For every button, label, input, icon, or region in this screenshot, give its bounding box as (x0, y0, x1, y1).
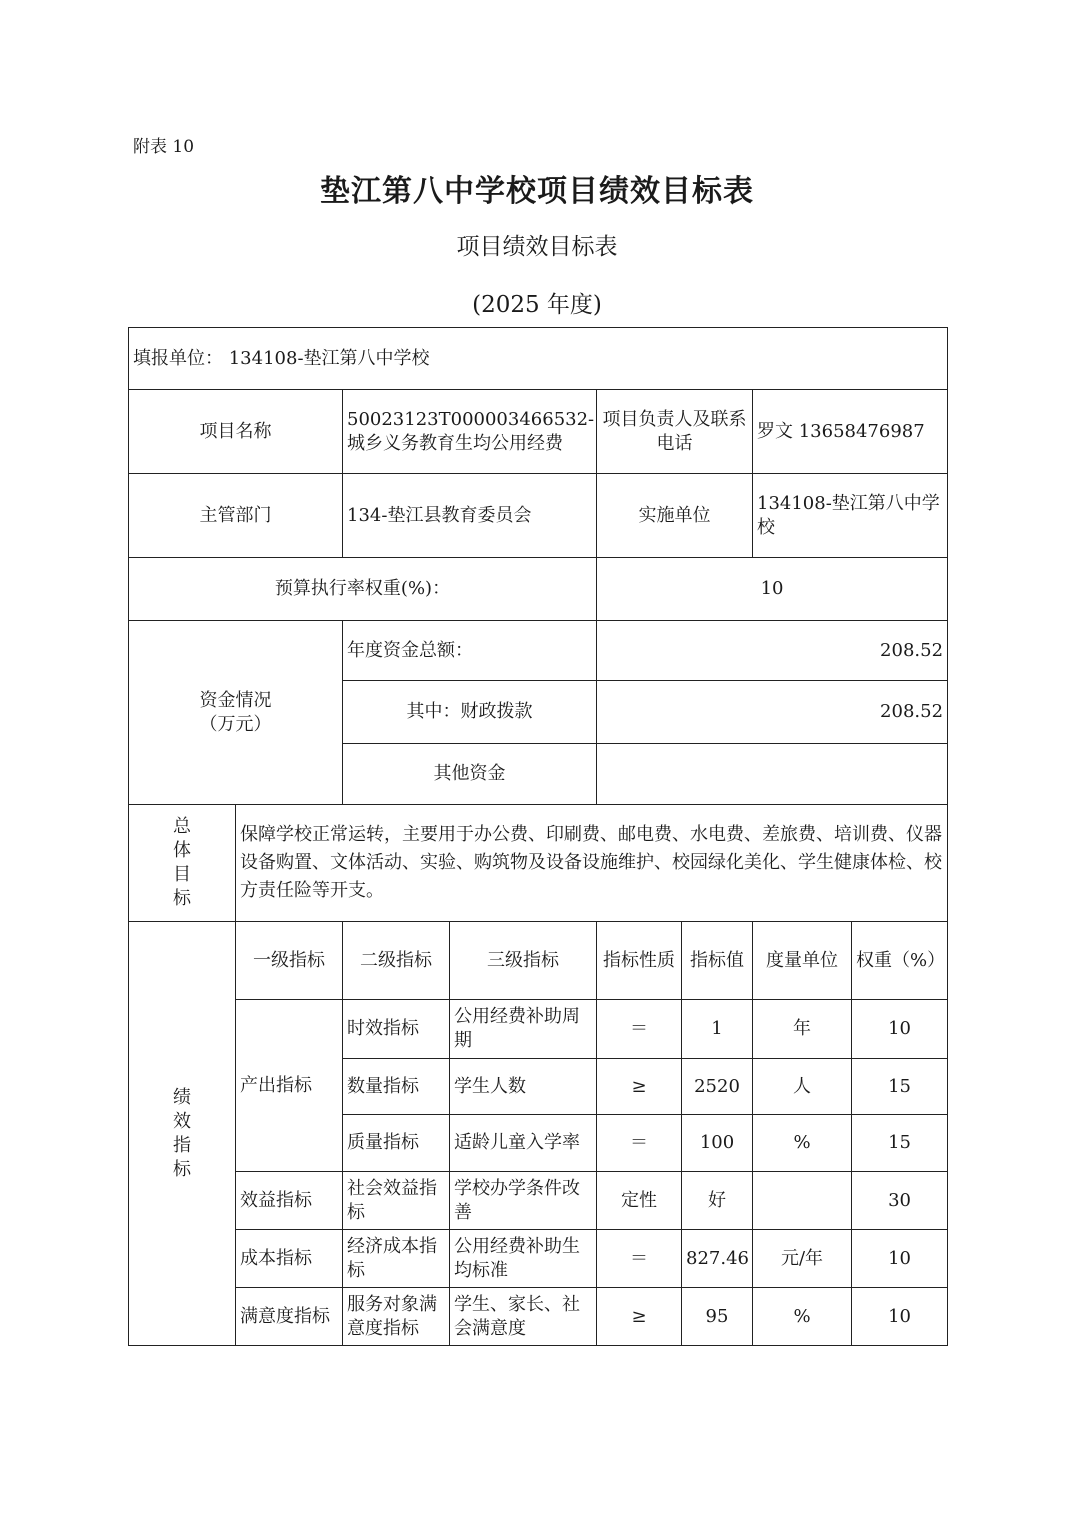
indicator-nature: ＝ (597, 1000, 682, 1059)
level3-indicator: 学生人数 (450, 1059, 597, 1115)
reporting-unit-cell (129, 328, 948, 390)
level3-indicator: 学校办学条件改善 (450, 1172, 597, 1230)
indicator-unit: % (753, 1288, 852, 1346)
fiscal-year: (2025 年度) (472, 292, 602, 318)
level1-indicator: 效益指标 (236, 1172, 343, 1230)
reporting-unit-label: 填报单位： (133, 347, 223, 369)
overall-goal-text: 保障学校正常运转，主要用于办公费、印刷费、邮电费、水电费、差旅费、培训费、仪器设备购置、文体活动、实验、购筑物及设备设施维护、校园绿化美化、学生健康体检、校方责任险等开支。 (236, 805, 948, 922)
indicator-nature: 定性 (597, 1172, 682, 1230)
budget-weight-value: 10 (597, 558, 948, 621)
impl-unit-label: 实施单位 (597, 474, 753, 558)
level1-indicator: 成本指标 (236, 1230, 343, 1288)
annual-total-label: 年度资金总额： (343, 621, 597, 681)
col-header: 三级指标 (450, 922, 597, 1000)
page-title: 垫江第八中学校项目绩效目标表 (320, 174, 754, 209)
indicator-weight: 10 (852, 1230, 948, 1288)
other-funds-label: 其他资金 (343, 744, 597, 805)
performance-indicator-label: 绩 效 指 标 (129, 922, 236, 1346)
indicator-value: 好 (682, 1172, 753, 1230)
dept-value: 134-垫江县教育委员会 (343, 474, 597, 558)
indicator-nature: ≥ (597, 1288, 682, 1346)
indicator-nature: ＝ (597, 1115, 682, 1172)
project-owner-value: 罗文 13658476987 (753, 390, 948, 474)
table-row (129, 1288, 948, 1346)
fiscal-funds-value: 208.52 (597, 681, 948, 744)
level3-indicator: 公用经费补助生均标准 (450, 1230, 597, 1288)
project-owner-label: 项目负责人及联系电话 (597, 390, 753, 474)
col-header: 指标性质 (597, 922, 682, 1000)
indicator-weight: 30 (852, 1172, 948, 1230)
reporting-unit-value: 134108-垫江第八中学校 (228, 347, 430, 369)
level2-indicator: 服务对象满意度指标 (343, 1288, 450, 1346)
funds-unit: （万元） (199, 713, 272, 735)
indicator-value: 2520 (682, 1059, 753, 1115)
funds-label-text: 资金情况 (199, 689, 272, 711)
annual-total-value: 208.52 (597, 621, 948, 681)
indicator-weight: 15 (852, 1059, 948, 1115)
indicator-unit (753, 1172, 852, 1230)
appendix-label: 附表 10 (133, 137, 195, 157)
indicator-weight: 15 (852, 1115, 948, 1172)
indicator-value: 95 (682, 1288, 753, 1346)
project-name-label: 项目名称 (129, 390, 343, 474)
col-header: 指标值 (682, 922, 753, 1000)
level3-indicator: 适龄儿童入学率 (450, 1115, 597, 1172)
level2-indicator: 经济成本指标 (343, 1230, 450, 1288)
table-row (129, 1172, 948, 1230)
funds-label (129, 621, 343, 805)
table-row (129, 1230, 948, 1288)
level3-indicator: 学生、家长、社会满意度 (450, 1288, 597, 1346)
col-header: 二级指标 (343, 922, 450, 1000)
col-header: 度量单位 (753, 922, 852, 1000)
col-header: 一级指标 (236, 922, 343, 1000)
performance-target-table (128, 327, 948, 1346)
page-subtitle: 项目绩效目标表 (456, 234, 618, 260)
table-row (129, 1000, 948, 1059)
indicator-nature: ≥ (597, 1059, 682, 1115)
indicator-value: 1 (682, 1000, 753, 1059)
level2-indicator: 时效指标 (343, 1000, 450, 1059)
indicator-unit: % (753, 1115, 852, 1172)
indicator-value: 100 (682, 1115, 753, 1172)
budget-weight-label: 预算执行率权重(%)： (129, 558, 597, 621)
indicator-weight: 10 (852, 1000, 948, 1059)
dept-label: 主管部门 (129, 474, 343, 558)
level1-indicator: 满意度指标 (236, 1288, 343, 1346)
level2-indicator: 社会效益指标 (343, 1172, 450, 1230)
level1-indicator: 产出指标 (236, 1000, 343, 1172)
project-name-value: 50023123T000003466532-城乡义务教育生均公用经费 (343, 390, 597, 474)
col-header: 权重（%） (852, 922, 948, 1000)
level3-indicator: 公用经费补助周期 (450, 1000, 597, 1059)
indicator-nature: ＝ (597, 1230, 682, 1288)
indicator-value: 827.46 (682, 1230, 753, 1288)
impl-unit-value: 134108-垫江第八中学校 (753, 474, 948, 558)
other-funds-value (597, 744, 948, 805)
fiscal-funds-label: 其中：财政拨款 (343, 681, 597, 744)
indicator-unit: 元/年 (753, 1230, 852, 1288)
indicator-unit: 人 (753, 1059, 852, 1115)
level2-indicator: 数量指标 (343, 1059, 450, 1115)
overall-goal-label: 总 体 目 标 (129, 805, 236, 922)
indicator-unit: 年 (753, 1000, 852, 1059)
indicator-weight: 10 (852, 1288, 948, 1346)
level2-indicator: 质量指标 (343, 1115, 450, 1172)
